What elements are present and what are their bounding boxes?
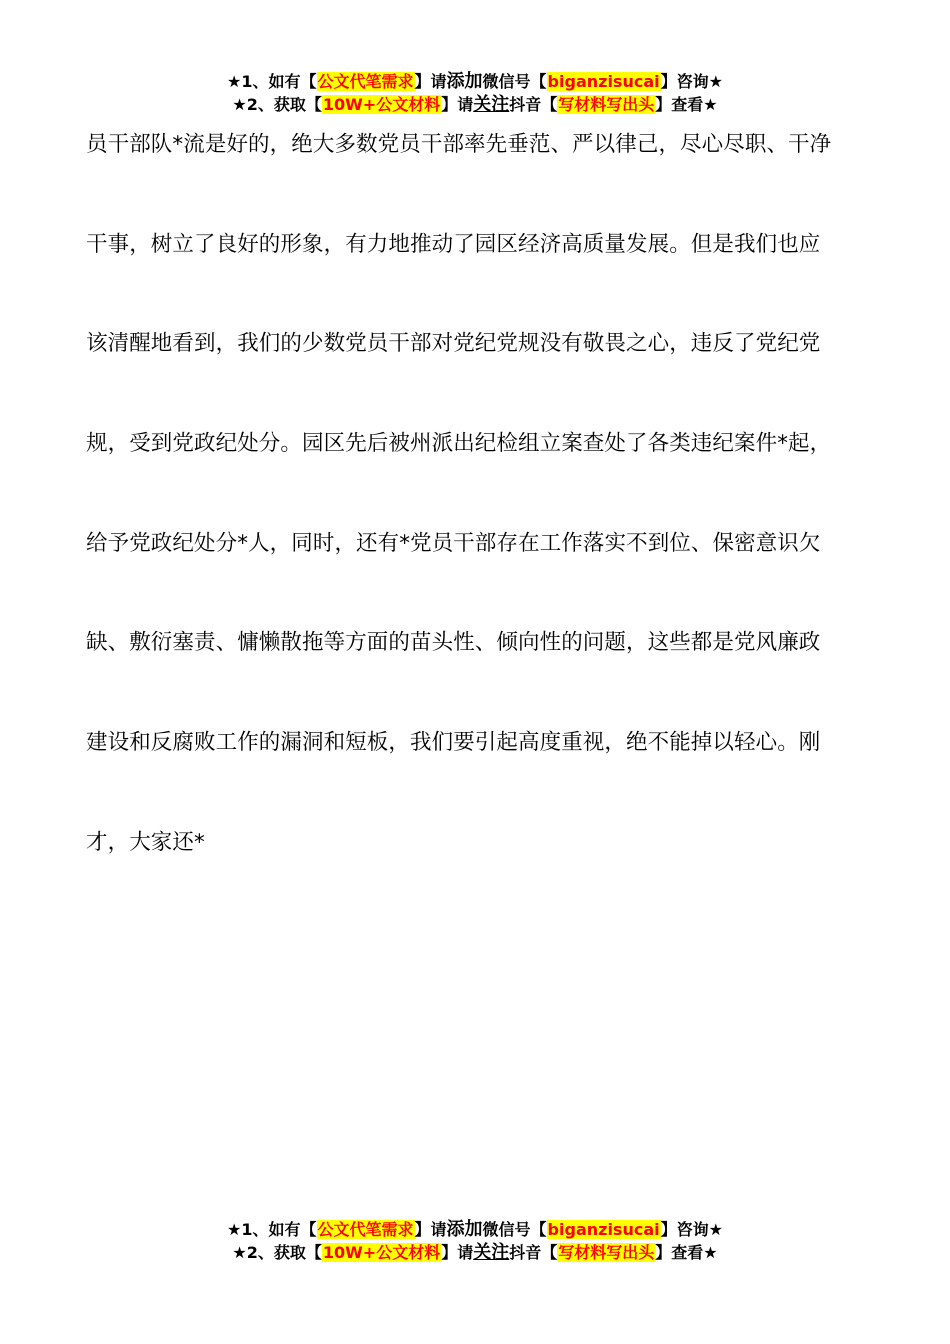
- footer-banner-line-1: ★1、如有【公文代笔需求】请添加微信号【biganzisucai】咨询★: [227, 1219, 723, 1240]
- footer-highlight-wechat-id: biganzisucai: [547, 1220, 660, 1239]
- highlight-service: 公文代笔需求: [317, 72, 414, 91]
- highlight-materials: 10W+公文材料: [322, 95, 441, 114]
- body-line-4: 规，受到党政纪处分。园区先后被州派出纪检组立案查处了各类违纪案件*起，: [86, 431, 832, 457]
- footer-highlight-materials: 10W+公文材料: [322, 1243, 441, 1262]
- body-line-8: 才，大家还*: [86, 829, 205, 855]
- footer-highlight-douyin-account: 写材料写出头: [558, 1243, 655, 1262]
- document-body: [86, 120, 866, 918]
- footer-banner: [0, 1218, 950, 1264]
- body-line-5: 给予党政纪处分*人，同时，还有*党员干部存在工作落实不到位、保密意识欠: [86, 530, 821, 556]
- footer-highlight-service: 公文代笔需求: [317, 1220, 414, 1239]
- footer-banner-line-2: ★2、获取【10W+公文材料】请关注抖音【写材料写出头】查看★: [232, 1242, 718, 1263]
- highlight-wechat-id: biganzisucai: [547, 72, 660, 91]
- body-line-6: 缺、敷衍塞责、慵懒散拖等方面的苗头性、倾向性的问题，这些都是党风廉政: [86, 630, 821, 656]
- highlight-douyin-account: 写材料写出头: [558, 95, 655, 114]
- banner-line-2: ★2、获取【10W+公文材料】请关注抖音【写材料写出头】查看★: [232, 94, 718, 115]
- body-line-3: 该清醒地看到，我们的少数党员干部对党纪党规没有敬畏之心，违反了党纪党: [86, 331, 821, 357]
- banner-line-1: ★1、如有【公文代笔需求】请添加微信号【biganzisucai】咨询★: [227, 71, 723, 92]
- body-line-7: 建设和反腐败工作的漏洞和短板，我们要引起高度重视，绝不能掉以轻心。刚: [86, 730, 821, 756]
- body-line-1: 员干部队*流是好的，绝大多数党员干部率先垂范、严以律己，尽心尽职、干净: [86, 132, 832, 157]
- header-banner: [0, 70, 950, 116]
- body-line-2: 干事，树立了良好的形象，有力地推动了园区经济高质量发展。但是我们也应: [86, 231, 821, 257]
